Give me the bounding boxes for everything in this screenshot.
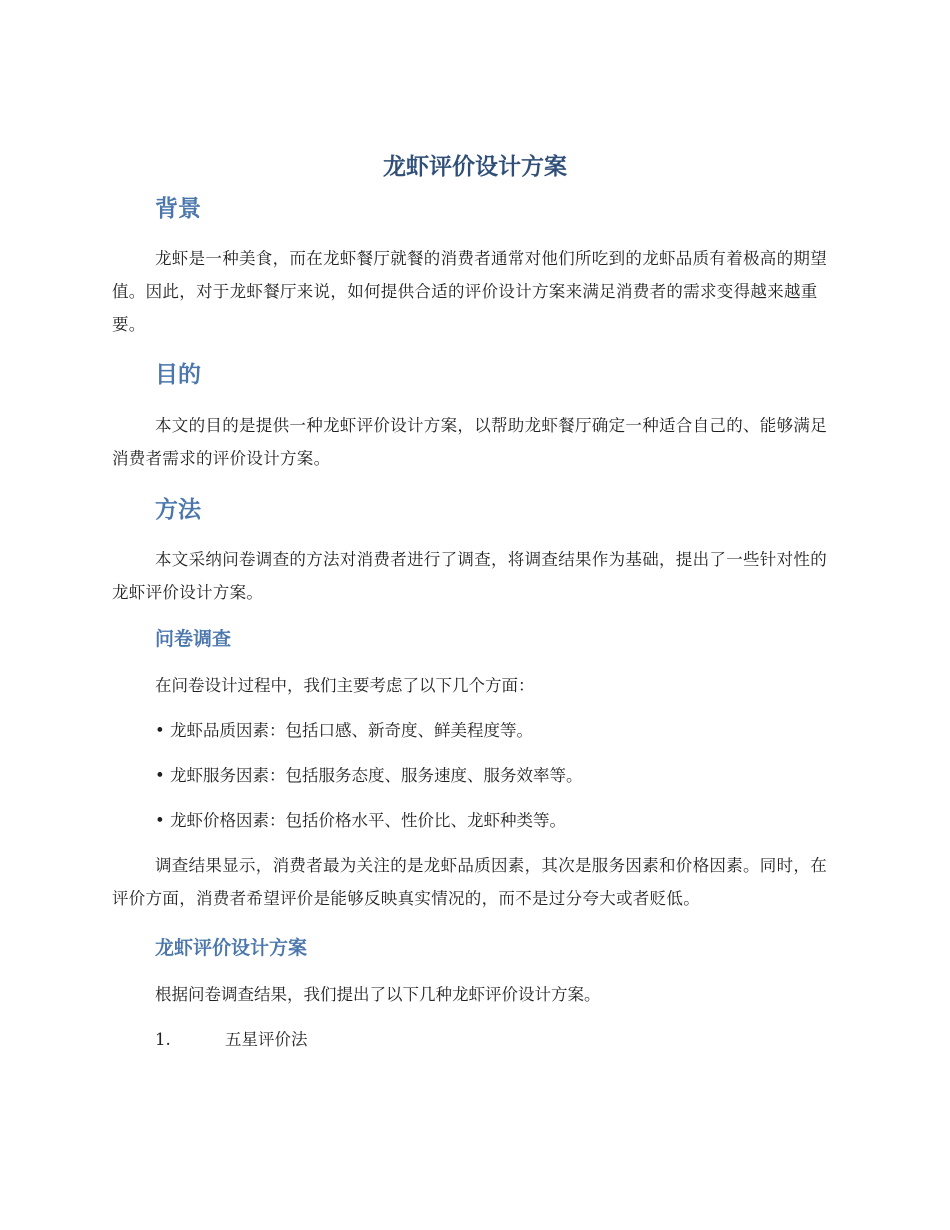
heading-method: 方法 bbox=[155, 497, 201, 523]
paragraph-background: 龙虾是一种美食，而在龙虾餐厅就餐的消费者通常对他们所吃到的龙虾品质有着极高的期望值。因此，对于龙虾餐厅来说，如何提供合适的评价设计方案来满足消费者的需求变得越来越重要。 bbox=[112, 249, 827, 334]
survey-bullet-quality: • 龙虾品质因素：包括口感、新奇度、鲜美程度等。 bbox=[155, 721, 533, 740]
paragraph-method: 本文采纳问卷调查的方法对消费者进行了调查，将调查结果作为基础，提出了一些针对性的龙虾评价设计方案。 bbox=[112, 550, 827, 602]
heading-design: 龙虾评价设计方案 bbox=[155, 937, 308, 959]
design-intro: 根据问卷调查结果，我们提出了以下几种龙虾评价设计方案。 bbox=[155, 985, 601, 1004]
survey-intro: 在问卷设计过程中，我们主要考虑了以下几个方面： bbox=[155, 676, 535, 695]
survey-bullet-service: • 龙虾服务因素：包括服务态度、服务速度、服务效率等。 bbox=[155, 766, 583, 785]
list-text: 五星评价法 bbox=[225, 1030, 308, 1049]
paragraph-survey-result: 调查结果显示，消费者最为关注的是龙虾品质因素，其次是服务因素和价格因素。同时，在评价方面，消费者希望评价是能够反映真实情况的，而不是过分夸大或者贬低。 bbox=[112, 856, 827, 908]
survey-bullet-price: • 龙虾价格因素：包括价格水平、性价比、龙虾种类等。 bbox=[155, 811, 566, 830]
heading-survey: 问卷调查 bbox=[155, 628, 232, 650]
paragraph-purpose: 本文的目的是提供一种龙虾评价设计方案，以帮助龙虾餐厅确定一种适合自己的、能够满足消费者需求的评价设计方案。 bbox=[112, 416, 827, 468]
document-title: 龙虾评价设计方案 bbox=[383, 154, 567, 180]
heading-purpose: 目的 bbox=[155, 362, 201, 388]
heading-background: 背景 bbox=[155, 196, 201, 222]
list-number: 1. bbox=[155, 1030, 171, 1049]
